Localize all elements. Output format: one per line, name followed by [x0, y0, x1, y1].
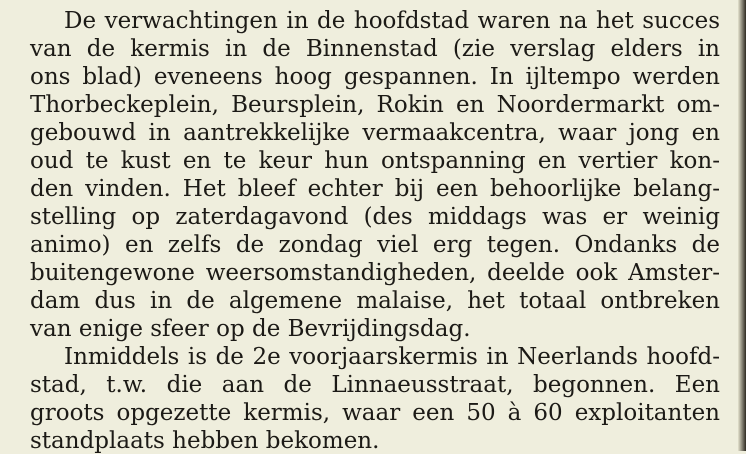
paragraph-1-line-4: Thorbeckeplein, Beursplein, Rokin en Noordermarkt om- — [30, 92, 720, 118]
paragraph-2-line-1: Inmiddels is de 2e voorjaarskermis in Neerlands hoofd- — [64, 344, 720, 370]
paragraph-1-line-8: stelling op zaterdagavond (des middags was er weinig — [30, 204, 720, 230]
paragraph-1-line-11: dam dus in de algemene malaise, het totaal ontbreken — [30, 288, 720, 314]
paragraph-1-line-12: van enige sfeer op de Bevrijdingsdag. — [30, 316, 471, 342]
paragraph-1-line-1: De verwachtingen in de hoofdstad waren na het succes — [64, 8, 720, 34]
paragraph-1-line-2: van de kermis in de Binnenstad (zie verslag elders in — [30, 36, 720, 62]
paragraph-1-line-3: ons blad) eveneens hoog gespannen. In ijltempo werden — [30, 64, 720, 90]
paragraph-1-line-10: buitengewone weersomstandigheden, deelde ook Amster- — [30, 260, 720, 286]
paragraph-2-line-4: standplaats hebben bekomen. — [30, 428, 380, 454]
page-edge-shadow — [738, 0, 746, 451]
paragraph-1-line-7: den vinden. Het bleef echter bij een behoorlijke belang- — [30, 176, 720, 202]
paragraph-2-line-3: groots opgezette kermis, waar een 50 à 60 exploitanten — [30, 400, 720, 426]
paragraph-1-line-5: gebouwd in aantrekkelijke vermaakcentra, waar jong en — [30, 120, 720, 146]
paragraph-2-line-2: stad, t.w. die aan de Linnaeusstraat, begonnen. Een — [30, 372, 720, 398]
paragraph-1-line-6: oud te kust en te keur hun ontspanning en vertier kon- — [30, 148, 720, 174]
paragraph-1-line-9: animo) en zelfs de zondag viel erg tegen. Ondanks de — [30, 232, 720, 258]
